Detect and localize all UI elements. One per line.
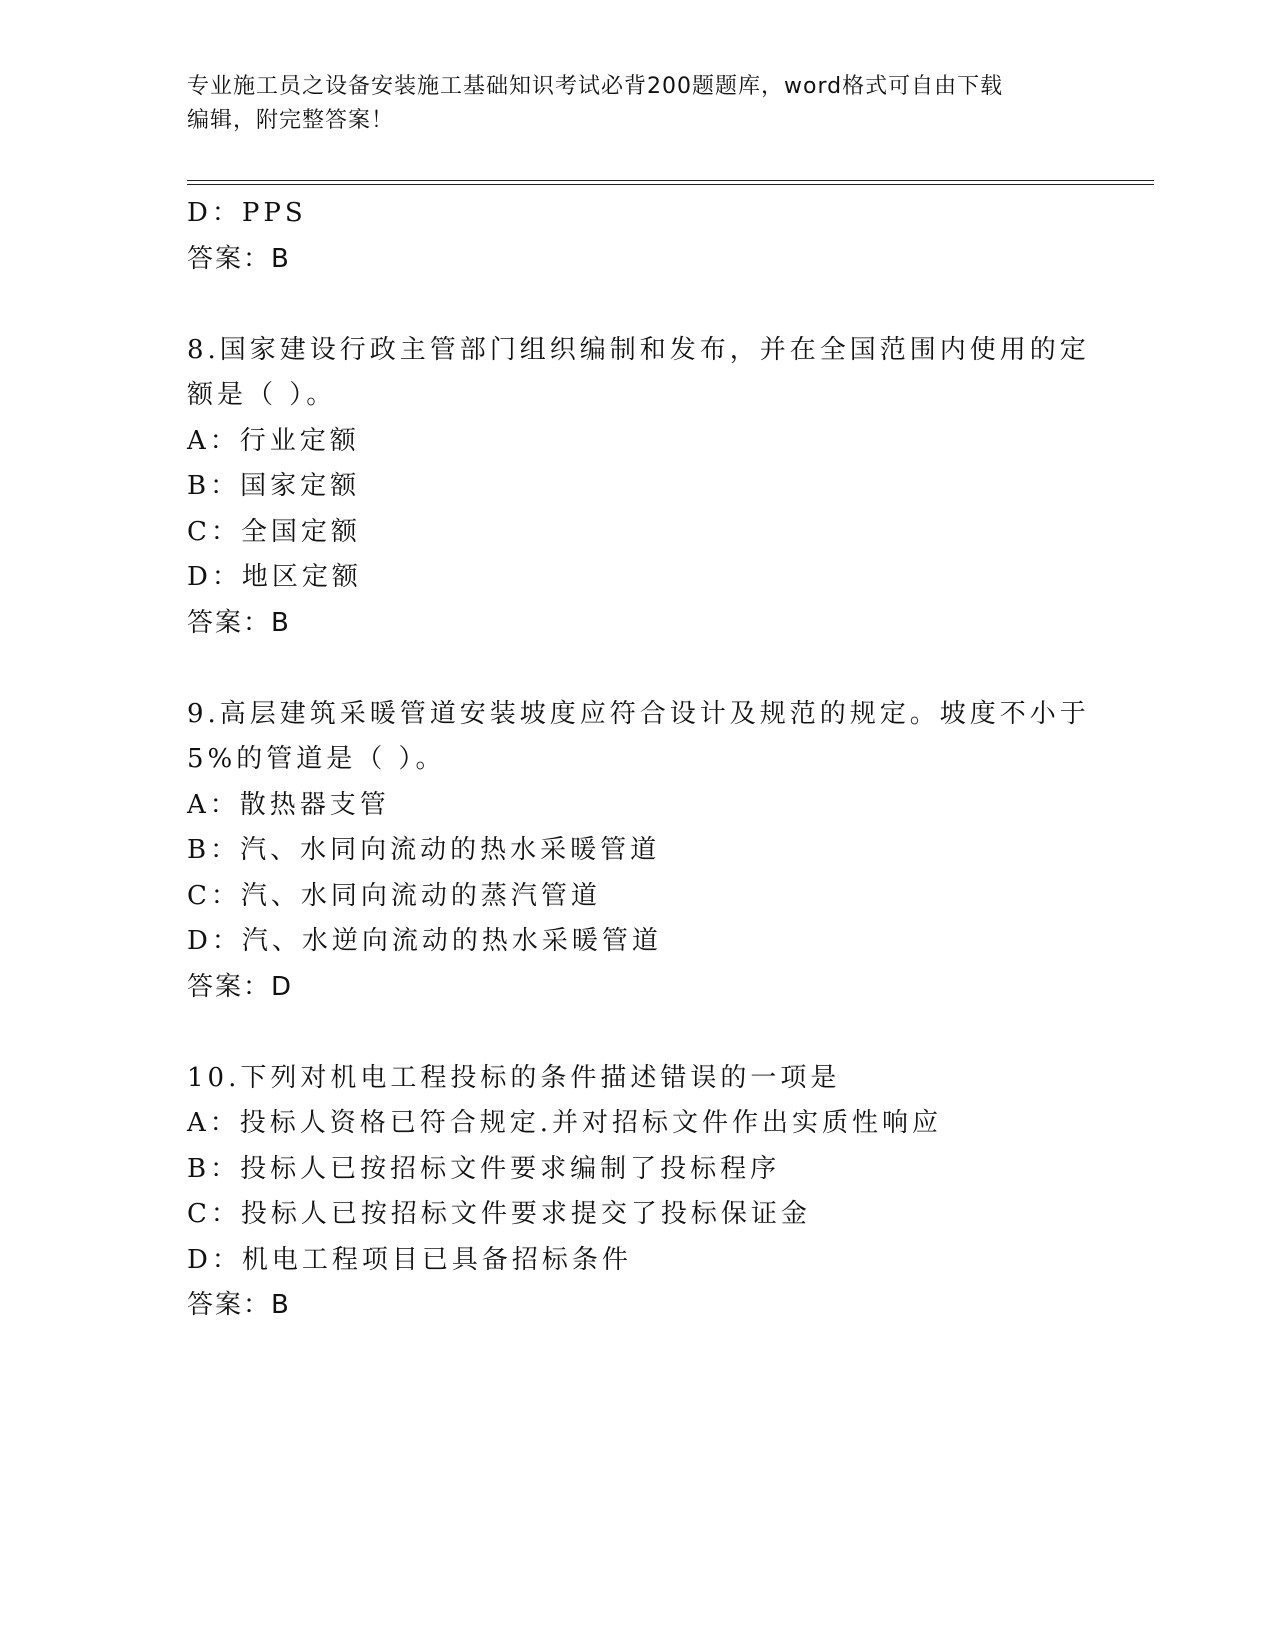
- option-c: C：全国定额: [187, 516, 361, 547]
- option-d: D：地区定额: [187, 562, 362, 592]
- option-b: B：汽、水同向流动的热水采暖管道: [187, 835, 661, 865]
- question-list: [187, 191, 1090, 1329]
- header-divider-bottom: [187, 184, 1154, 185]
- spacer: [187, 646, 1087, 692]
- option-c: C：汽、水同向流动的蒸汽管道: [187, 880, 601, 911]
- option-d: D：汽、水逆向流动的热水采暖管道: [187, 926, 662, 956]
- option-d: D：PPS: [187, 198, 307, 228]
- option-a: A：投标人资格已符合规定.并对招标文件作出实质性响应: [187, 1108, 943, 1138]
- spacer: [187, 1010, 1087, 1056]
- question-8: [187, 328, 1090, 647]
- question-stem-cont: 额是（ ）。: [187, 380, 337, 410]
- option-d: D：机电工程项目已具备招标条件: [187, 1244, 632, 1275]
- question-stem: 9.高层建筑采暖管道安装坡度应符合设计及规范的规定。坡度不小于: [187, 698, 1090, 729]
- option-b: B：国家定额: [187, 471, 361, 501]
- answer-line: 答案：B: [187, 1290, 291, 1320]
- answer-line: 答案：B: [187, 607, 291, 638]
- header-divider-top: [187, 180, 1154, 181]
- question-stem-cont: 5%的管道是（ ）。: [187, 744, 446, 774]
- question-9: [187, 692, 1090, 1011]
- option-c: C：投标人已按招标文件要求提交了投标保证金: [187, 1199, 811, 1229]
- answer-line: 答案：D: [187, 971, 294, 1002]
- document-header: [187, 70, 1087, 138]
- question-10: [187, 1056, 1087, 1329]
- spacer: [187, 282, 1087, 328]
- answer-line: 答案：B: [187, 243, 291, 274]
- header-title-line1: 专业施工员之设备安装施工基础知识考试必背200题题库，word格式可自由下载: [187, 74, 1004, 99]
- question-7-tail: [187, 191, 1087, 282]
- option-a: A：散热器支管: [187, 789, 390, 820]
- option-b: B：投标人已按招标文件要求编制了投标程序: [187, 1153, 781, 1184]
- header-title-line2: 编辑，附完整答案！: [187, 108, 395, 133]
- question-stem: 10.下列对机电工程投标的条件描述错误的一项是: [187, 1062, 841, 1093]
- question-stem: 8.国家建设行政主管部门组织编制和发布，并在全国范围内使用的定: [187, 334, 1090, 365]
- option-a: A：行业定额: [187, 425, 360, 456]
